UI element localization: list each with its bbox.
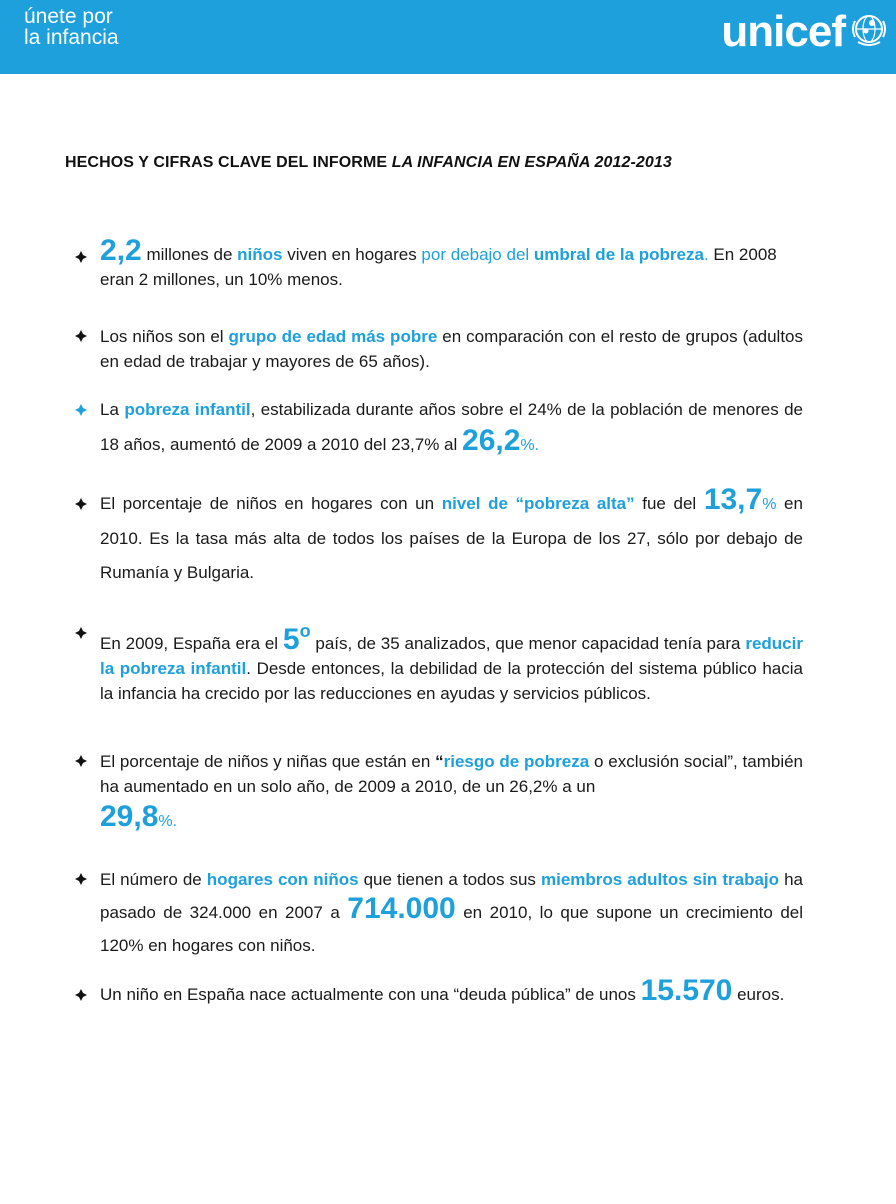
highlight-number: 15.570: [640, 974, 733, 1007]
text-run: viven en hogares: [282, 245, 422, 264]
diamond-bullet-icon: [73, 328, 89, 344]
text-run: en 2010, lo que supone un crecimiento del 120% en hogares con niños.: [100, 903, 804, 955]
unicef-emblem-icon: [849, 9, 889, 49]
diamond-bullet-icon: [73, 402, 89, 418]
highlight-phrase: por debajo del: [421, 245, 534, 264]
percent-sign: %.: [158, 813, 178, 830]
highlight-number: 29,8: [100, 800, 159, 833]
highlight-term: reducir la pobreza infantil: [100, 634, 803, 678]
text-run: o exclusión social”, también ha aumentado en un solo año, de 2009 a 2010, de un 26,2% a un: [100, 752, 804, 796]
highlight-term: umbral de la pobreza: [533, 245, 704, 264]
percent-sign: %: [762, 496, 777, 513]
text-run: La: [100, 400, 125, 419]
document-title: [65, 154, 672, 172]
text-run: en 2010. Es la tasa más alta de todos los países de la Europa de los 27, sólo por debajo de Rumanía y Bulgaria.: [100, 494, 803, 582]
fact-text: [100, 392, 803, 463]
fact-text: [100, 234, 803, 292]
fact-text: [100, 619, 803, 706]
ordinal-sup: o: [299, 621, 311, 641]
title-normal: HECHOS Y CIFRAS CLAVE DEL INFORME: [65, 154, 392, 171]
highlight-phrase: .: [703, 245, 709, 264]
highlight-term: nivel de “pobreza alta”: [441, 494, 635, 513]
highlight-term: pobreza infantil: [124, 400, 251, 419]
highlight-term: miembros adultos sin trabajo: [540, 870, 780, 889]
fact-item-4: [73, 483, 803, 590]
text-run: En 2009, España era el: [100, 634, 283, 653]
fact-text: [100, 324, 803, 374]
highlight-number: 26,2: [462, 424, 521, 457]
tagline-line-2: la infancia: [24, 26, 119, 49]
fact-text: [100, 863, 803, 962]
fact-item-8: [73, 974, 803, 1012]
fact-item-2: [73, 324, 803, 374]
highlight-number: 2,2: [100, 234, 142, 267]
text-run: El porcentaje de niños en hogares con un: [100, 494, 442, 513]
quote-mark: “: [435, 752, 444, 771]
percent-sign: %.: [520, 437, 540, 454]
fact-item-7: [73, 867, 803, 962]
text-run: país, de 35 analizados, que menor capacidad tenía para: [310, 634, 746, 653]
diamond-bullet-icon: [73, 496, 89, 512]
title-italic: LA INFANCIA EN ESPAÑA 2012-2013: [391, 154, 672, 171]
tagline-line-1: únete por: [24, 5, 113, 28]
fact-item-5: [73, 619, 803, 706]
fact-item-6: [73, 749, 803, 835]
text-run: millones de: [141, 245, 238, 264]
tagline: [24, 6, 119, 48]
text-run: , estabilizada durante años sobre el 24% de la población de menores de 18 años, aumentó de 2009 a 2010 del 23,7% al: [100, 400, 803, 454]
highlight-number: 5: [282, 623, 300, 656]
highlight-term: grupo de edad más pobre: [228, 327, 438, 346]
highlight-term: niños: [237, 245, 283, 264]
diamond-bullet-icon: [73, 249, 89, 265]
text-run: ha pasado de 324.000 en 2007 a: [100, 870, 803, 922]
text-run: El número de: [100, 870, 207, 889]
text-run: fue del: [634, 494, 704, 513]
fact-item-1: [73, 234, 803, 292]
text-run: en comparación con el resto de grupos (adultos en edad de trabajar y mayores de 65 años).: [100, 327, 804, 371]
diamond-bullet-icon: [73, 753, 89, 769]
highlight-term: hogares con niños: [206, 870, 359, 889]
fact-text: [100, 974, 803, 1012]
diamond-bullet-icon: [73, 871, 89, 887]
text-run: . Desde entonces, la debilidad de la protección del sistema público hacia la infancia ha crecido por las reducciones en ayudas y servicios públicos.: [100, 659, 803, 703]
unicef-logo-text: unicef: [721, 7, 845, 56]
text-run: Los niños son el: [100, 327, 229, 346]
diamond-bullet-icon: [73, 987, 89, 1003]
text-run: En 2008 eran 2 millones, un 10% menos.: [100, 245, 777, 289]
fact-text: [100, 483, 803, 590]
text-run: Un niño en España nace actualmente con una “deuda pública” de unos: [100, 985, 641, 1004]
fact-item-3: [73, 398, 803, 463]
text-run: que tienen a todos sus: [358, 870, 541, 889]
text-run: El porcentaje de niños y niñas que están en: [100, 752, 436, 771]
text-run: euros.: [732, 985, 785, 1004]
highlight-number: 13,7: [703, 483, 763, 516]
fact-text: [100, 749, 803, 835]
header-bar: [0, 0, 896, 74]
highlight-number: 714.000: [347, 892, 456, 925]
diamond-bullet-icon: [73, 625, 89, 641]
highlight-term: riesgo de pobreza: [443, 752, 590, 771]
